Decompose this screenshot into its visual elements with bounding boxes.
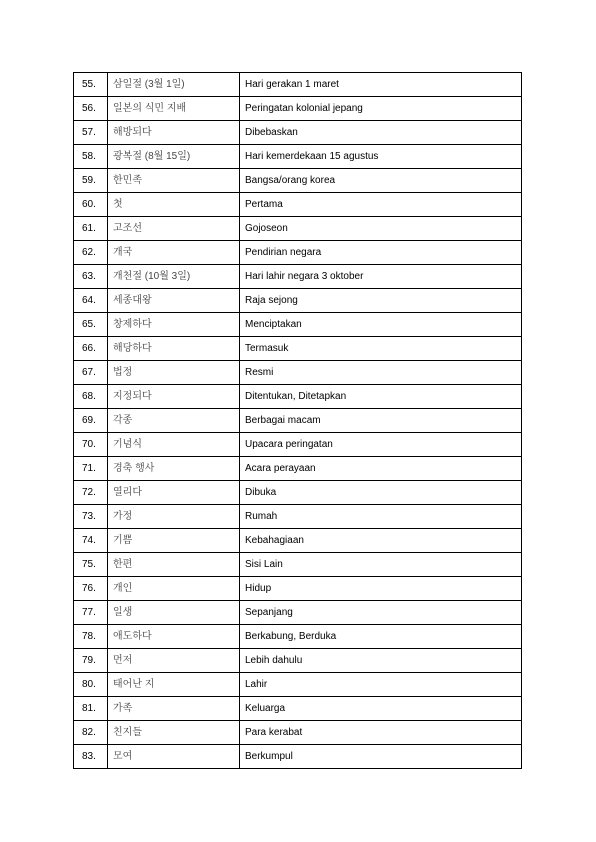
table-row: [74, 289, 522, 313]
korean-term: 한편: [108, 553, 240, 577]
indonesian-translation: Upacara peringatan: [240, 433, 522, 457]
table-row: [74, 553, 522, 577]
table-row: [74, 577, 522, 601]
indonesian-translation: Raja sejong: [240, 289, 522, 313]
korean-term: 법정: [108, 361, 240, 385]
table-row: [74, 505, 522, 529]
table-row: [74, 169, 522, 193]
row-number: 72.: [74, 481, 108, 505]
korean-term: 해방되다: [108, 121, 240, 145]
korean-term: 애도하다: [108, 625, 240, 649]
korean-term: 개인: [108, 577, 240, 601]
table-row: [74, 673, 522, 697]
indonesian-translation: Dibuka: [240, 481, 522, 505]
table-row: [74, 625, 522, 649]
table-row: [74, 721, 522, 745]
korean-term: 태어난 지: [108, 673, 240, 697]
korean-term: 열리다: [108, 481, 240, 505]
row-number: 78.: [74, 625, 108, 649]
korean-term: 삼일절 (3월 1일): [108, 73, 240, 97]
table-row: [74, 97, 522, 121]
table-row: [74, 121, 522, 145]
korean-term: 세종대왕: [108, 289, 240, 313]
row-number: 63.: [74, 265, 108, 289]
korean-term: 친지들: [108, 721, 240, 745]
row-number: 64.: [74, 289, 108, 313]
row-number: 55.: [74, 73, 108, 97]
korean-term: 경축 행사: [108, 457, 240, 481]
table-row: [74, 385, 522, 409]
indonesian-translation: Berkumpul: [240, 745, 522, 769]
indonesian-translation: Pendirian negara: [240, 241, 522, 265]
row-number: 75.: [74, 553, 108, 577]
row-number: 80.: [74, 673, 108, 697]
table-row: [74, 529, 522, 553]
table-row: [74, 697, 522, 721]
indonesian-translation: Peringatan kolonial jepang: [240, 97, 522, 121]
table-row: [74, 265, 522, 289]
indonesian-translation: Acara perayaan: [240, 457, 522, 481]
indonesian-translation: Gojoseon: [240, 217, 522, 241]
table-row: [74, 145, 522, 169]
indonesian-translation: Hari kemerdekaan 15 agustus: [240, 145, 522, 169]
indonesian-translation: Pertama: [240, 193, 522, 217]
indonesian-translation: Hari lahir negara 3 oktober: [240, 265, 522, 289]
table-row: [74, 649, 522, 673]
table-row: [74, 217, 522, 241]
indonesian-translation: Para kerabat: [240, 721, 522, 745]
indonesian-translation: Kebahagiaan: [240, 529, 522, 553]
indonesian-translation: Rumah: [240, 505, 522, 529]
row-number: 83.: [74, 745, 108, 769]
table-row: [74, 361, 522, 385]
indonesian-translation: Keluarga: [240, 697, 522, 721]
vocabulary-table: [73, 72, 522, 769]
row-number: 76.: [74, 577, 108, 601]
indonesian-translation: Hari gerakan 1 maret: [240, 73, 522, 97]
korean-term: 모여: [108, 745, 240, 769]
table-row: [74, 193, 522, 217]
korean-term: 개천절 (10월 3일): [108, 265, 240, 289]
row-number: 61.: [74, 217, 108, 241]
row-number: 81.: [74, 697, 108, 721]
table-row: [74, 457, 522, 481]
korean-term: 각종: [108, 409, 240, 433]
table-row: [74, 313, 522, 337]
indonesian-translation: Bangsa/orang korea: [240, 169, 522, 193]
indonesian-translation: Berkabung, Berduka: [240, 625, 522, 649]
korean-term: 첫: [108, 193, 240, 217]
korean-term: 기쁨: [108, 529, 240, 553]
row-number: 82.: [74, 721, 108, 745]
indonesian-translation: Lahir: [240, 673, 522, 697]
row-number: 60.: [74, 193, 108, 217]
indonesian-translation: Hidup: [240, 577, 522, 601]
row-number: 68.: [74, 385, 108, 409]
row-number: 59.: [74, 169, 108, 193]
row-number: 62.: [74, 241, 108, 265]
table-row: [74, 481, 522, 505]
korean-term: 먼저: [108, 649, 240, 673]
row-number: 57.: [74, 121, 108, 145]
indonesian-translation: Sepanjang: [240, 601, 522, 625]
row-number: 65.: [74, 313, 108, 337]
table-row: [74, 433, 522, 457]
row-number: 77.: [74, 601, 108, 625]
row-number: 79.: [74, 649, 108, 673]
table-row: [74, 745, 522, 769]
indonesian-translation: Termasuk: [240, 337, 522, 361]
indonesian-translation: Dibebaskan: [240, 121, 522, 145]
korean-term: 일생: [108, 601, 240, 625]
korean-term: 가정: [108, 505, 240, 529]
row-number: 70.: [74, 433, 108, 457]
indonesian-translation: Lebih dahulu: [240, 649, 522, 673]
table-row: [74, 73, 522, 97]
row-number: 56.: [74, 97, 108, 121]
table-row: [74, 409, 522, 433]
indonesian-translation: Ditentukan, Ditetapkan: [240, 385, 522, 409]
row-number: 69.: [74, 409, 108, 433]
indonesian-translation: Resmi: [240, 361, 522, 385]
row-number: 73.: [74, 505, 108, 529]
indonesian-translation: Berbagai macam: [240, 409, 522, 433]
korean-term: 광복절 (8월 15일): [108, 145, 240, 169]
korean-term: 창제하다: [108, 313, 240, 337]
table-row: [74, 337, 522, 361]
korean-term: 한민족: [108, 169, 240, 193]
korean-term: 일본의 식민 지배: [108, 97, 240, 121]
korean-term: 기념식: [108, 433, 240, 457]
korean-term: 가족: [108, 697, 240, 721]
vocabulary-table-body: [74, 73, 522, 769]
korean-term: 해당하다: [108, 337, 240, 361]
row-number: 71.: [74, 457, 108, 481]
indonesian-translation: Sisi Lain: [240, 553, 522, 577]
table-row: [74, 601, 522, 625]
korean-term: 고조선: [108, 217, 240, 241]
korean-term: 지정되다: [108, 385, 240, 409]
row-number: 58.: [74, 145, 108, 169]
indonesian-translation: Menciptakan: [240, 313, 522, 337]
row-number: 67.: [74, 361, 108, 385]
table-row: [74, 241, 522, 265]
row-number: 66.: [74, 337, 108, 361]
row-number: 74.: [74, 529, 108, 553]
korean-term: 개국: [108, 241, 240, 265]
